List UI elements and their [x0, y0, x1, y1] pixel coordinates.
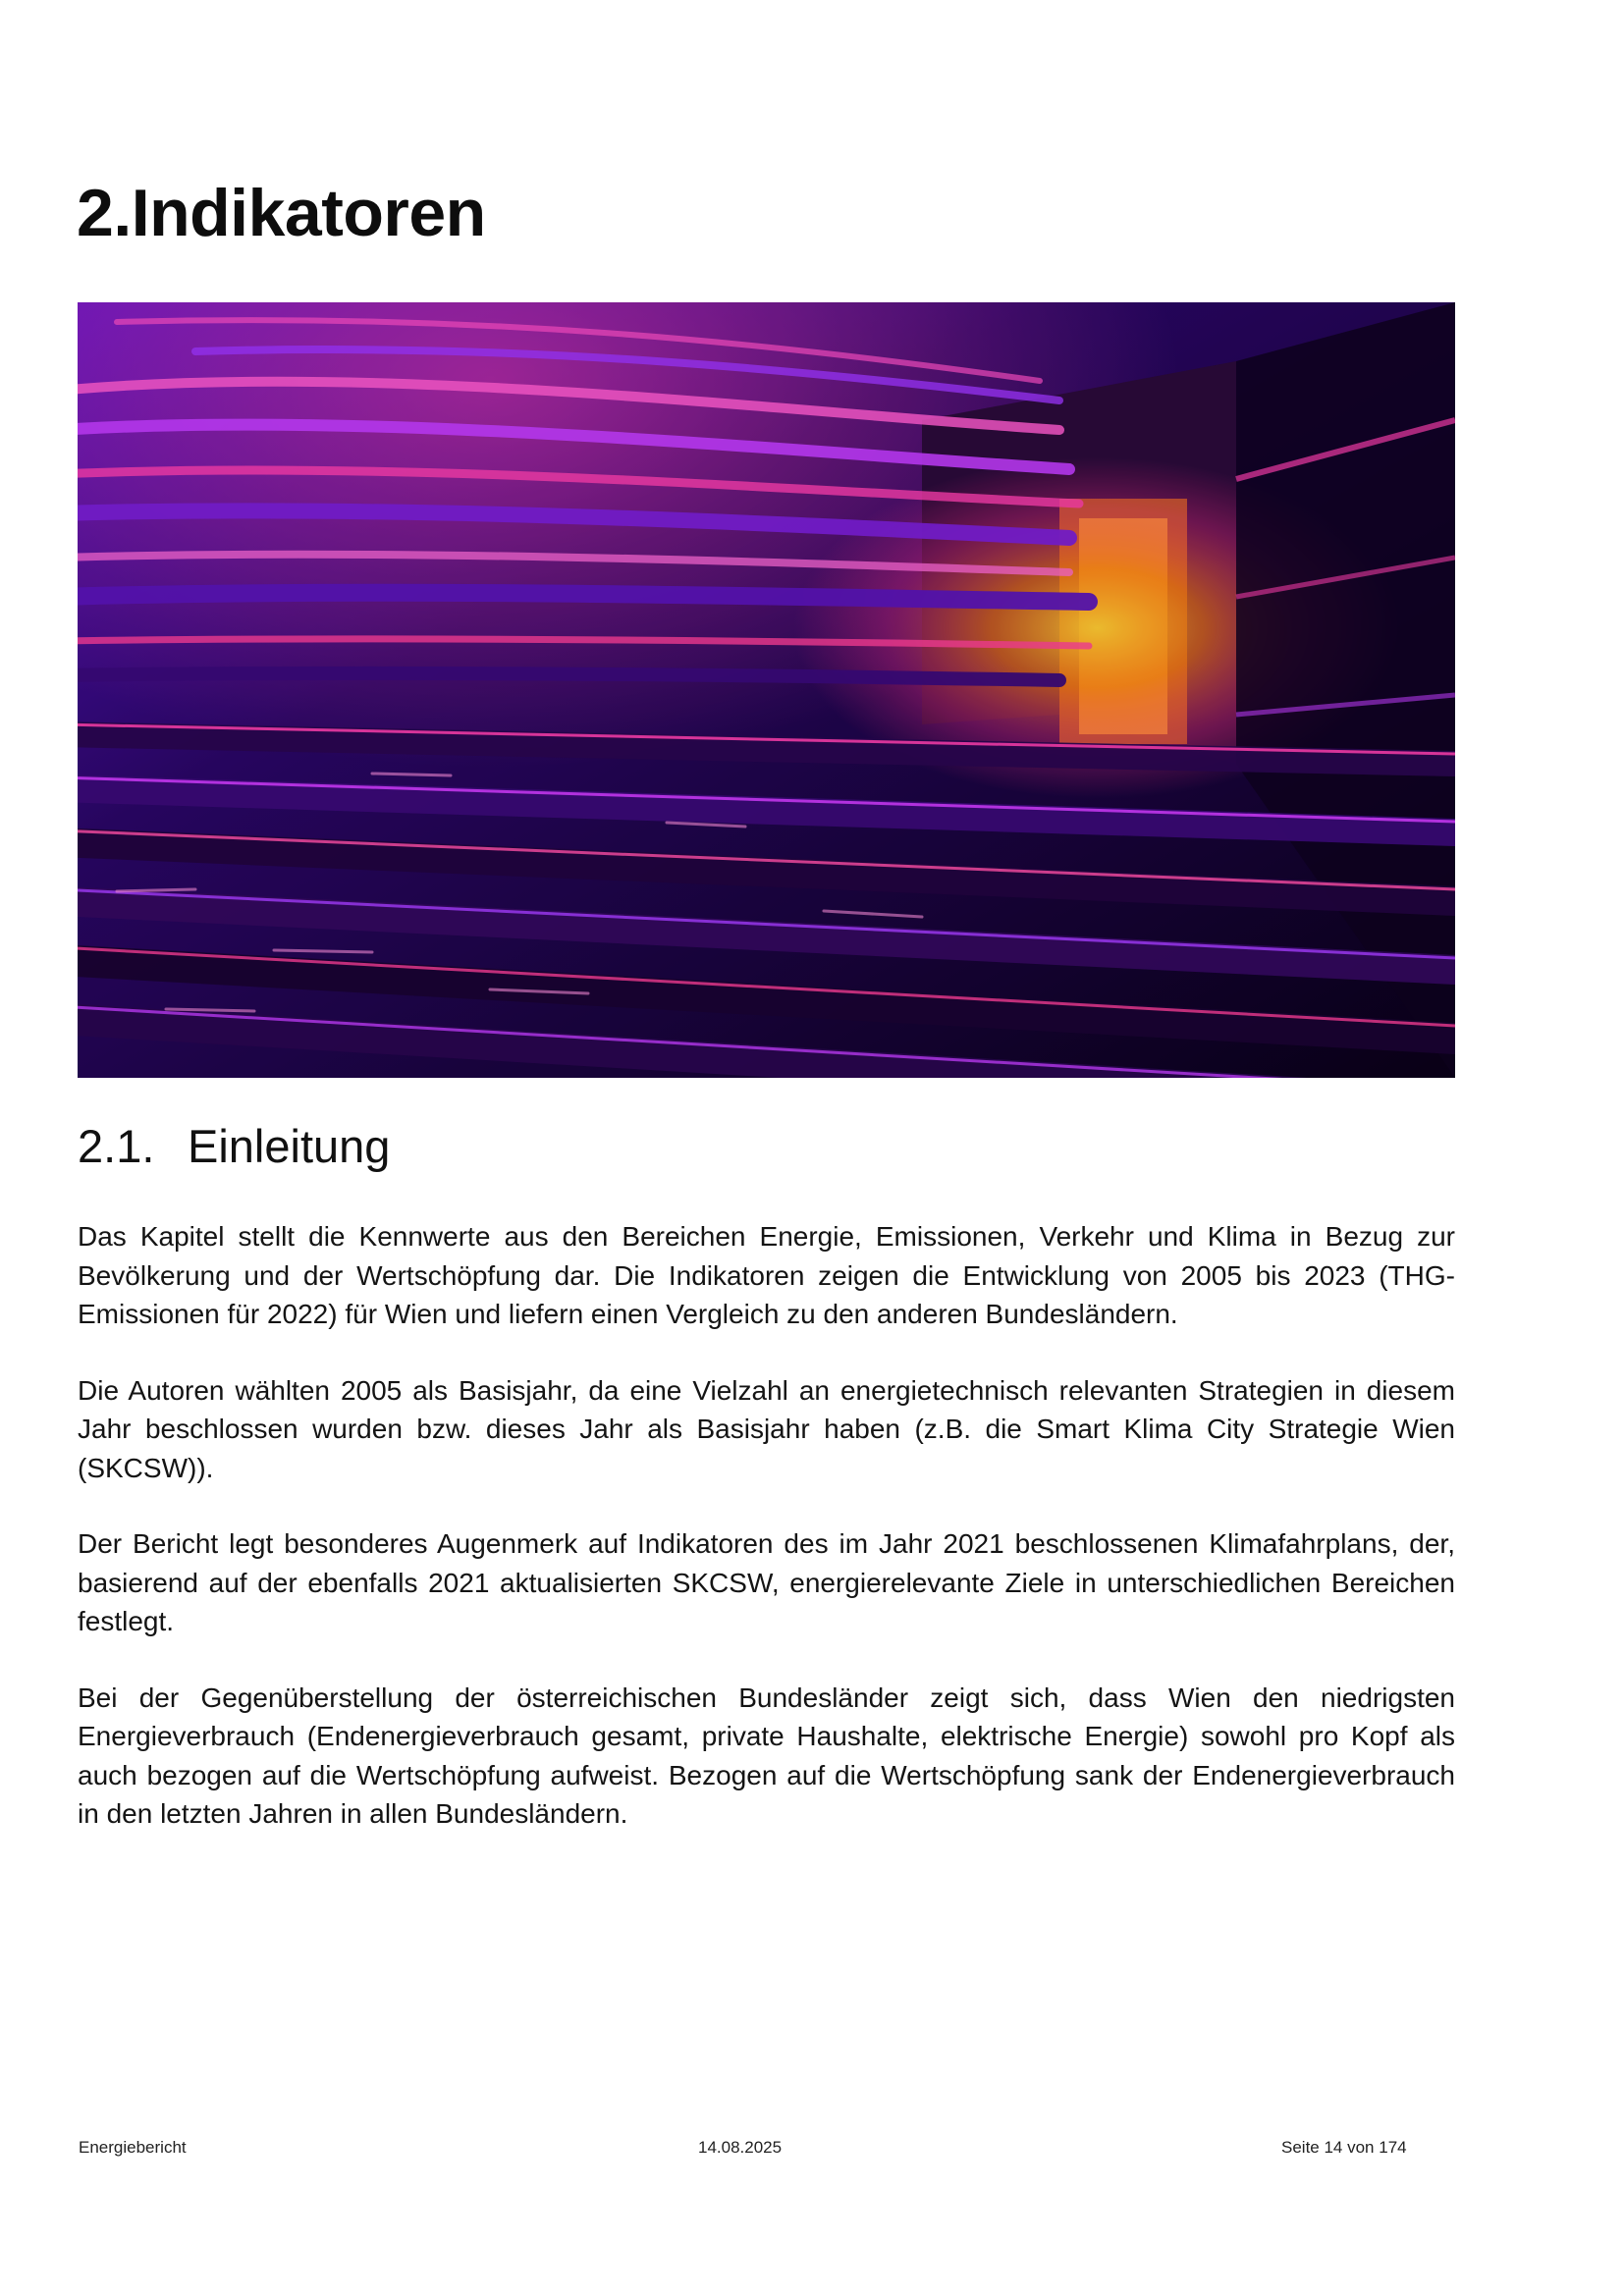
- section-title: Einleitung: [188, 1120, 391, 1172]
- cable-tunnel-photo-icon: [78, 302, 1455, 1078]
- section-number: 2.1.: [78, 1120, 155, 1172]
- footer-date: 14.08.2025: [698, 2138, 783, 2157]
- paragraph: Das Kapitel stellt die Kennwerte aus den Bereichen Energie, Emissionen, Verkehr und Klima in Bezug zur Bevölkerung und der Wertschöpfung dar. Die Indikatoren zeigen die Entwicklung von 2005 bis 2023 (THG-Emissionen für 2022) für Wien und liefern einen Vergleich zu den anderen Bundesländern.: [78, 1221, 1455, 1329]
- paragraph: Bei der Gegenüberstellung der österreichischen Bundesländer zeigt sich, dass Wien den niedrigsten Energieverbrauch (Endenergieverbrauch gesamt, private Haushalte, elektrische Energie) sowohl pro Kopf als auch bezogen auf die Wertschöpfung aufweist. Bezogen auf die Wertschöpfung sank der Endenergieverbrauch in den letzten Jahren in allen Bundesländern.: [78, 1682, 1455, 1829]
- hero-image: [78, 302, 1455, 1078]
- body-text: [78, 1217, 1455, 1871]
- footer-page-number: Seite 14 von 174: [1281, 2138, 1407, 2157]
- footer-document-title: Energiebericht: [79, 2138, 187, 2157]
- chapter-title: 2.Indikatoren: [77, 176, 486, 250]
- paragraph: Der Bericht legt besonderes Augenmerk auf Indikatoren des im Jahr 2021 beschlossenen Klimafahrplans, der, basierend auf der ebenfalls 2021 aktualisierten SKCSW, energierelevante Ziele in unterschiedlichen Bereichen festlegt.: [78, 1528, 1455, 1636]
- paragraph: Die Autoren wählten 2005 als Basisjahr, da eine Vielzahl an energietechnisch relevanten Strategien in diesem Jahr beschlossen wurden bzw. dieses Jahr als Basisjahr haben (z.B. die Smart Klima City Strategie Wien (SKCSW)).: [78, 1374, 1455, 1483]
- section-heading: [78, 1119, 390, 1174]
